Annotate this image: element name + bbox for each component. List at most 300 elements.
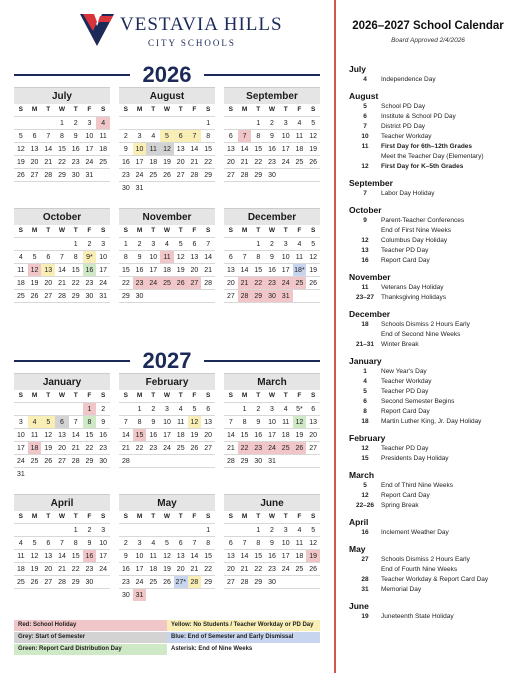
day-cell: 13 [174, 549, 188, 562]
day-cell: 11 [28, 428, 42, 441]
weekday-header: M [136, 513, 143, 520]
empty-cell [119, 402, 133, 415]
event-description: New Year's Day [381, 368, 427, 375]
day-cell: 5 [306, 237, 320, 250]
empty-cell [160, 116, 174, 129]
empty-cell [41, 467, 55, 480]
weekday-header: T [46, 513, 51, 520]
month-february [119, 373, 215, 480]
event-description: Labor Day Holiday [381, 190, 435, 197]
event-item [349, 216, 517, 226]
day-cell: 1 [69, 523, 83, 536]
day-cell: 21 [188, 562, 202, 575]
event-description: Spring Break [381, 502, 419, 509]
month-name: July [14, 87, 110, 104]
day-cell: 2 [83, 237, 97, 250]
weekday-header: M [241, 227, 248, 234]
empty-cell [279, 181, 293, 194]
day-cell: 4 [96, 116, 110, 129]
empty-cell [14, 237, 28, 250]
empty-cell [119, 467, 133, 480]
event-month-heading: February [349, 433, 386, 443]
weekday-header: F [192, 392, 197, 399]
weekday-header: T [151, 392, 156, 399]
empty-cell [306, 302, 320, 315]
weekday-header: S [100, 227, 106, 234]
weekday-header: W [268, 106, 276, 113]
event-description: End of Third Nine Weeks [381, 482, 454, 489]
day-cell: 3 [133, 129, 147, 142]
day-cell: 31 [133, 181, 147, 194]
weekday-header: S [310, 106, 316, 113]
day-cell: 27 [306, 441, 320, 454]
day-cell: 15 [69, 263, 83, 276]
empty-cell [28, 181, 42, 194]
logo-title: VESTAVIA HILLS [120, 14, 283, 35]
empty-cell [55, 302, 69, 315]
weekday-header: S [228, 513, 234, 520]
empty-cell [188, 523, 202, 536]
legend-item: Grey: Start of Semester [14, 632, 167, 643]
event-item [349, 102, 517, 112]
day-cell: 14 [201, 250, 215, 263]
event-day [349, 565, 381, 575]
day-cell: 17 [96, 549, 110, 562]
event-description: Martin Luther King, Jr. Day Holiday [381, 418, 482, 425]
day-cell: 10 [83, 129, 97, 142]
weekday-header: M [241, 513, 248, 520]
empty-cell [306, 289, 320, 302]
empty-cell [174, 302, 188, 315]
day-cell: 16 [265, 549, 279, 562]
event-item [349, 377, 517, 387]
day-cell: 10 [279, 250, 293, 263]
day-cell: 13 [55, 428, 69, 441]
weekday-header: F [192, 227, 197, 234]
day-cell: 4 [14, 250, 28, 263]
empty-cell [279, 454, 293, 467]
day-cell: 9 [146, 415, 160, 428]
empty-cell [41, 588, 55, 601]
empty-cell [41, 116, 55, 129]
day-cell: 15 [201, 549, 215, 562]
empty-cell [160, 289, 174, 302]
day-cell: 14 [238, 549, 252, 562]
day-cell: 20 [224, 562, 238, 575]
day-cell: 13 [188, 250, 202, 263]
event-description: Report Card Day [381, 408, 430, 415]
empty-cell [146, 467, 160, 480]
event-item [349, 444, 517, 454]
empty-cell [69, 588, 83, 601]
event-list [349, 64, 517, 622]
month-name: March [224, 373, 320, 390]
day-cell: 16 [119, 155, 133, 168]
event-month-heading: September [349, 178, 393, 188]
event-item [349, 256, 517, 266]
day-cell: 29 [83, 454, 97, 467]
day-cell: 3 [279, 523, 293, 536]
empty-cell [251, 588, 265, 601]
day-cell: 26 [41, 454, 55, 467]
event-day: 11 [361, 284, 369, 291]
weekday-header: S [100, 106, 106, 113]
day-cell: 7 [55, 250, 69, 263]
day-cell: 9 [96, 415, 110, 428]
month-january [14, 373, 110, 480]
day-cell: 5 [160, 129, 174, 142]
day-cell: 18 [146, 155, 160, 168]
day-cell: 17 [265, 428, 279, 441]
month-name: June [224, 494, 320, 511]
event-day: 23–27 [355, 294, 375, 301]
empty-cell [238, 237, 252, 250]
day-cell: 8 [251, 129, 265, 142]
weekday-header: M [136, 392, 143, 399]
empty-cell [188, 454, 202, 467]
event-day: 13 [361, 247, 369, 254]
empty-cell [251, 302, 265, 315]
day-cell: 10 [265, 415, 279, 428]
day-cell: 13 [224, 549, 238, 562]
day-cell: 23 [265, 562, 279, 575]
month-name: December [224, 208, 320, 225]
empty-cell [306, 454, 320, 467]
empty-cell [293, 302, 307, 315]
day-cell: 28 [188, 575, 202, 588]
event-month-heading: March [349, 470, 375, 480]
weekday-header: M [136, 106, 143, 113]
empty-cell [14, 523, 28, 536]
empty-cell [160, 523, 174, 536]
weekday-header: T [178, 227, 183, 234]
empty-cell [146, 454, 160, 467]
empty-cell [28, 302, 42, 315]
day-cell: 8 [201, 129, 215, 142]
weekday-header: T [178, 106, 183, 113]
event-item [349, 417, 517, 427]
day-cell: 6 [41, 536, 55, 549]
weekday-header: W [268, 392, 276, 399]
empty-cell [293, 454, 307, 467]
empty-cell [201, 454, 215, 467]
empty-cell [14, 116, 28, 129]
day-cell: 28 [238, 575, 252, 588]
day-cell: 23 [133, 276, 147, 289]
logo-subtitle: CITY SCHOOLS [148, 38, 236, 48]
day-cell: 16 [146, 428, 160, 441]
empty-cell [265, 467, 279, 480]
day-cell: 12 [188, 415, 202, 428]
day-cell: 24 [160, 441, 174, 454]
day-cell: 5 [188, 402, 202, 415]
day-cell: 25 [146, 575, 160, 588]
month-august [119, 87, 215, 194]
day-cell: 20 [55, 441, 69, 454]
empty-cell [14, 402, 28, 415]
day-cell: 25 [279, 441, 293, 454]
day-cell: 31 [14, 467, 28, 480]
day-cell: 16 [133, 263, 147, 276]
day-cell: 4 [14, 536, 28, 549]
day-cell: 16 [251, 428, 265, 441]
day-cell: 30 [119, 588, 133, 601]
day-cell: 3 [83, 116, 97, 129]
weekday-header: S [228, 227, 234, 234]
weekday-header: T [256, 392, 261, 399]
event-description: Schools Dismiss 2 Hours Early [381, 321, 470, 328]
day-cell: 15 [201, 142, 215, 155]
event-item [349, 454, 517, 464]
legend-item: Yellow: No Students / Teacher Workday or PD Day [167, 620, 320, 631]
legend-item: Green: Report Card Distribution Day [14, 644, 167, 655]
event-description: Teacher Workday & Report Card Day [381, 576, 489, 583]
weekday-header: S [123, 513, 129, 520]
day-cell: 4 [293, 523, 307, 536]
day-cell: 29 [69, 289, 83, 302]
day-cell: 17 [83, 142, 97, 155]
day-cell: 9 [265, 536, 279, 549]
event-month-heading: October [349, 205, 382, 215]
event-description: Second Semester Begins [381, 398, 455, 405]
empty-cell [96, 181, 110, 194]
day-cell: 6 [306, 402, 320, 415]
weekday-header: S [123, 227, 129, 234]
day-cell: 15 [133, 428, 147, 441]
event-item [349, 293, 517, 303]
event-item [349, 152, 517, 162]
day-cell: 24 [279, 276, 293, 289]
day-cell: 16 [83, 549, 97, 562]
day-cell: 30 [265, 168, 279, 181]
day-cell: 5 [28, 536, 42, 549]
empty-cell [146, 289, 160, 302]
weekday-header: S [100, 392, 106, 399]
day-cell: 10 [279, 129, 293, 142]
day-cell: 30 [133, 289, 147, 302]
day-cell: 18 [96, 142, 110, 155]
day-cell: 22 [201, 155, 215, 168]
day-cell: 22 [251, 276, 265, 289]
day-cell: 22 [251, 562, 265, 575]
empty-cell [28, 237, 42, 250]
day-cell: 23 [119, 575, 133, 588]
empty-cell [306, 467, 320, 480]
month-june [224, 494, 320, 601]
day-cell: 19 [188, 428, 202, 441]
day-cell: 29 [69, 575, 83, 588]
day-cell: 25 [14, 575, 28, 588]
day-cell: 2 [251, 402, 265, 415]
day-cell: 19 [28, 562, 42, 575]
day-cell: 28 [188, 168, 202, 181]
weekday-header: F [87, 106, 92, 113]
day-cell: 23 [265, 276, 279, 289]
day-cell: 2 [119, 129, 133, 142]
event-description: Memorial Day [381, 586, 422, 593]
day-cell: 15 [83, 428, 97, 441]
empty-cell [188, 467, 202, 480]
day-cell: 14 [69, 428, 83, 441]
empty-cell [201, 181, 215, 194]
day-cell: 12 [306, 129, 320, 142]
event-day: 8 [363, 408, 367, 415]
event-day: 7 [363, 190, 367, 197]
event-day: 16 [361, 529, 369, 536]
day-cell: 28 [238, 289, 252, 302]
empty-cell [174, 289, 188, 302]
empty-cell [293, 168, 307, 181]
day-cell: 26 [174, 276, 188, 289]
day-cell: 29 [201, 168, 215, 181]
event-month-heading: January [349, 356, 382, 366]
day-cell: 20 [174, 155, 188, 168]
empty-cell [133, 302, 147, 315]
empty-cell [201, 289, 215, 302]
empty-cell [133, 116, 147, 129]
weekday-header: F [87, 227, 92, 234]
weekday-header: T [283, 106, 288, 113]
day-cell: 27 [201, 441, 215, 454]
day-cell: 12 [28, 549, 42, 562]
event-item [349, 340, 517, 350]
day-cell: 14 [224, 428, 238, 441]
weekday-header: M [31, 227, 38, 234]
day-cell: 1 [251, 237, 265, 250]
day-cell: 21 [41, 155, 55, 168]
day-cell: 3 [265, 402, 279, 415]
day-cell: 17 [133, 155, 147, 168]
day-cell: 27 [55, 454, 69, 467]
day-cell: 26 [293, 441, 307, 454]
event-month-heading: April [349, 517, 369, 527]
event-description: First Day for K–5th Grades [381, 163, 464, 170]
weekday-header: S [18, 513, 24, 520]
day-cell: 1 [55, 116, 69, 129]
month-may [119, 494, 215, 601]
day-cell: 12 [14, 142, 28, 155]
month-december [224, 208, 320, 315]
day-cell: 1 [251, 116, 265, 129]
day-cell: 5 [160, 536, 174, 549]
empty-cell [133, 454, 147, 467]
empty-cell [69, 402, 83, 415]
empty-cell [306, 588, 320, 601]
day-cell: 19 [306, 549, 320, 562]
empty-cell [160, 454, 174, 467]
day-cell: 22 [238, 441, 252, 454]
day-cell: 7 [238, 129, 252, 142]
day-cell: 21 [238, 155, 252, 168]
weekday-header: S [310, 227, 316, 234]
day-cell: 30 [83, 289, 97, 302]
sidebar-subtitle: Board Approved 2/4/2026 [391, 37, 465, 44]
event-description: Juneteenth State Holiday [381, 613, 454, 620]
day-cell: 13 [306, 415, 320, 428]
day-cell: 26 [160, 168, 174, 181]
event-item [349, 142, 517, 152]
day-cell: 28 [41, 168, 55, 181]
day-cell: 10 [96, 250, 110, 263]
day-cell: 23 [251, 441, 265, 454]
empty-cell [224, 237, 238, 250]
day-cell: 22 [251, 155, 265, 168]
day-cell: 8 [238, 415, 252, 428]
day-cell: 21 [238, 276, 252, 289]
empty-cell [279, 588, 293, 601]
weekday-header: T [178, 392, 183, 399]
day-cell: 8 [251, 250, 265, 263]
empty-cell [83, 588, 97, 601]
day-cell: 26 [160, 575, 174, 588]
day-cell: 20 [224, 276, 238, 289]
day-cell: 15 [251, 549, 265, 562]
empty-cell [188, 289, 202, 302]
day-cell: 8 [119, 250, 133, 263]
day-cell: 15 [251, 263, 265, 276]
event-day: 6 [363, 113, 367, 120]
day-cell: 7 [188, 536, 202, 549]
year-label: 2027 [142, 348, 192, 373]
day-cell: 17 [279, 263, 293, 276]
empty-cell [293, 467, 307, 480]
day-cell: 25 [174, 441, 188, 454]
empty-cell [146, 588, 160, 601]
day-cell: 4 [293, 116, 307, 129]
day-cell: 9 [265, 250, 279, 263]
weekday-header: W [268, 227, 276, 234]
day-cell: 8 [133, 415, 147, 428]
event-description: End of Second Nine Weeks [381, 331, 461, 338]
day-cell: 29 [251, 289, 265, 302]
day-cell: 3 [160, 402, 174, 415]
month-april [14, 494, 110, 601]
day-cell: 4 [28, 415, 42, 428]
day-cell: 3 [133, 536, 147, 549]
event-day: 6 [363, 398, 367, 405]
day-cell: 21 [201, 263, 215, 276]
day-cell: 25 [28, 454, 42, 467]
weekday-header: S [18, 106, 24, 113]
event-description: Inclement Weather Day [381, 529, 449, 536]
empty-cell [188, 302, 202, 315]
day-cell: 9 [83, 536, 97, 549]
day-cell: 27 [174, 168, 188, 181]
empty-cell [28, 467, 42, 480]
day-cell: 30 [251, 454, 265, 467]
empty-cell [96, 467, 110, 480]
empty-cell [41, 402, 55, 415]
day-cell: 3 [96, 523, 110, 536]
empty-cell [146, 116, 160, 129]
empty-cell [306, 181, 320, 194]
empty-cell [41, 302, 55, 315]
weekday-header: S [123, 392, 129, 399]
weekday-header: S [123, 106, 129, 113]
empty-cell [224, 302, 238, 315]
day-cell: 23 [69, 155, 83, 168]
day-cell: 21 [238, 562, 252, 575]
day-cell: 13 [224, 263, 238, 276]
day-cell: 14 [55, 549, 69, 562]
empty-cell [293, 289, 307, 302]
day-cell: 6 [201, 402, 215, 415]
empty-cell [146, 302, 160, 315]
logo-v-mark-icon [80, 14, 114, 46]
event-item [349, 555, 517, 565]
event-day [349, 226, 381, 236]
day-cell: 12 [306, 536, 320, 549]
